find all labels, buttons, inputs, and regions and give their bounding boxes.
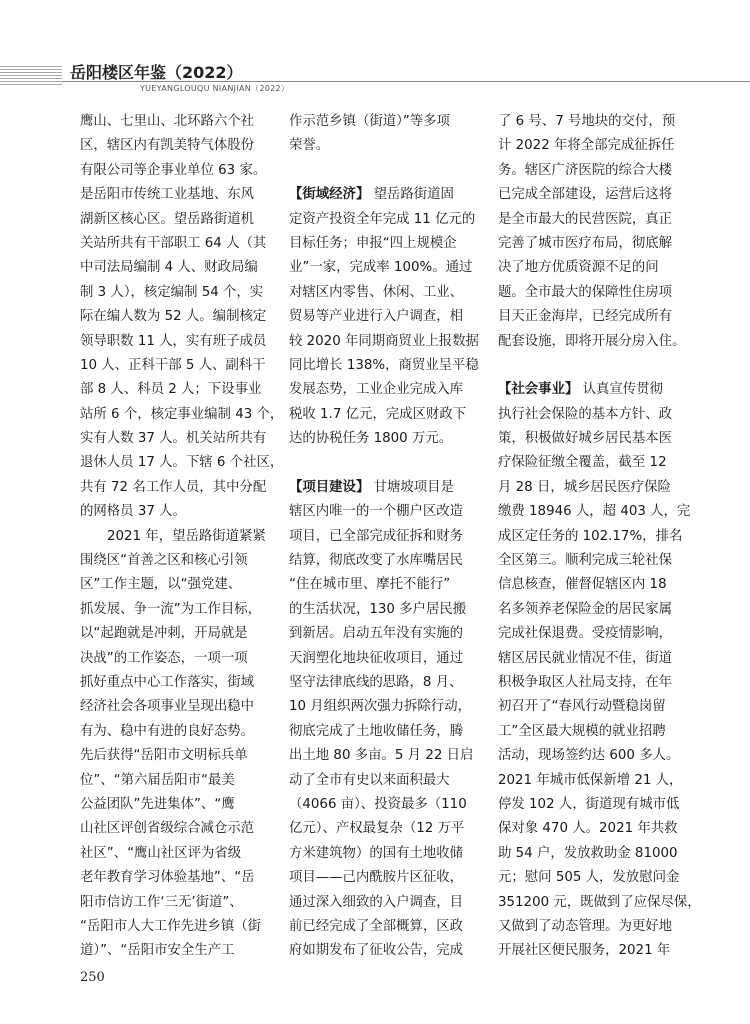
text-line: 同比增长 138%，商贸业呈平稳 <box>289 357 479 373</box>
text-line: 湖新区核心区。望岳路街道机 <box>80 211 255 227</box>
text-line: 中司法局编制 4 人、财政局编 <box>80 260 258 276</box>
text-line: 10 月组织两次强力拆除行动， <box>289 699 471 715</box>
text-line: 保对象 470 人。2021 年共救 <box>498 821 678 837</box>
running-header-title: 岳阳楼区年鉴（2022） <box>70 63 243 82</box>
text-line: 初召开了“春风行动暨稳岗留 <box>498 699 666 715</box>
text-line: 彻底完成了土地收储任务，腾 <box>289 723 464 739</box>
section-heading: 【社会事业】 <box>498 382 579 398</box>
text-line: 府如期发布了征收公告，完成 <box>289 943 464 959</box>
text-line: 亿元）、产权最复杂（12 万平 <box>289 821 465 837</box>
text-line: 位”、“第六届岳阳市“最美 <box>80 772 235 788</box>
text-line: “住在城市里、摩托不能行” <box>289 577 451 593</box>
paragraph-gap <box>498 354 692 378</box>
text-line: 鹰山、七里山、北环路六个社 <box>80 114 255 129</box>
text-line: 助 54 户，发放救助金 81000 <box>498 845 678 861</box>
text-line: 【街域经济】 望岳路街道固 <box>289 187 454 203</box>
text-column-3 <box>498 110 701 964</box>
text-line: 务。辖区广济医院的综合大楼 <box>498 162 673 178</box>
text-line: 开展社区便民服务，2021 年 <box>498 943 671 959</box>
text-line: 道）”、“岳阳市安全生产工 <box>80 943 235 959</box>
text-line: 全区第三。顺利完成三轮社保 <box>498 553 673 569</box>
text-line: 【社会事业】 认真宣传贯彻 <box>498 382 663 398</box>
text-line: 决战”的工作姿态，一项一项 <box>80 650 248 666</box>
text-line: 又做到了动态管理。为更好地 <box>498 918 673 934</box>
text-line: 业”一家，完成率 100%。通过 <box>289 260 473 276</box>
text-line: 老年教育学习体验基地”、“岳 <box>80 870 255 886</box>
text-line: 公益团队”先进集体”、“鹰 <box>80 796 235 812</box>
text-line: 是全市最大的民营医院，真正 <box>498 211 673 227</box>
page-number: 250 <box>80 970 105 985</box>
text-line: 站所 6 个，核定事业编制 43 个， <box>80 406 284 422</box>
text-line: 坚守法律底线的思路，8 月、 <box>289 674 463 690</box>
text-line: 策，积极做好城乡居民基本医 <box>498 431 673 447</box>
text-line: 前已经完成了全部概算，区政 <box>289 918 464 934</box>
text-line: 是岳阳市传统工业基地、东风 <box>80 187 255 203</box>
text-line: 信息核查，催督促辖区内 18 <box>498 577 667 593</box>
text-line: 月 28 日，城乡居民医疗保险 <box>498 479 671 495</box>
paragraph-gap <box>289 159 483 183</box>
text-line: 成区定任务的 102.17%，排名 <box>498 528 683 544</box>
text-line: 的网格员 37 人。 <box>80 504 186 520</box>
text-line: 2021 年，望岳路街道紧紧 <box>107 528 266 544</box>
text-line: 贸易等产业进行入户调查，相 <box>289 309 464 325</box>
text-line: 区，辖区内有凯美特气体股份 <box>80 138 255 154</box>
text-line: 辖区内唯一的一个棚户区改造 <box>289 504 464 520</box>
text-line: 荣誉。 <box>289 138 330 154</box>
text-line: 完成社保退费。受疫情影响， <box>498 626 673 642</box>
text-line: 对辖区内零售、休闲、工业、 <box>289 284 464 300</box>
text-line: 结算，彻底改变了水库嘴居民 <box>289 553 464 569</box>
text-line: 了 6 号、7 号地块的交付，预 <box>498 114 676 129</box>
text-line: 实有人数 37 人。机关站所共有 <box>80 431 267 447</box>
text-line: 税收 1.7 亿元，完成区财政下 <box>289 406 467 422</box>
text-line: 计 2022 年将全部完成征拆任 <box>498 138 675 154</box>
section-heading: 【街域经济】 <box>289 187 370 203</box>
header-stripes <box>0 66 62 86</box>
text-line: 的生活状况，130 多户居民搬 <box>289 601 467 617</box>
text-line: 抓好重点中心工作落实，街域 <box>80 674 255 690</box>
text-line: 经济社会各项事业呈现出稳中 <box>80 699 255 715</box>
text-line: 项目——己内酰胺片区征收， <box>289 870 464 886</box>
text-line: 通过深入细致的入户调查，目 <box>289 894 464 910</box>
text-line: 目标任务；申报“四上规模企 <box>289 235 457 251</box>
text-line: “岳阳市人大工作先进乡镇（街 <box>80 918 262 934</box>
text-line: 定资产投资全年完成 11 亿元的 <box>289 211 476 227</box>
text-line: 天润塑化地块征收项目，通过 <box>289 650 464 666</box>
text-line: 先后获得“岳阳市文明标兵单 <box>80 748 248 764</box>
text-line: 已完成全部建设，运营后这将 <box>498 187 673 203</box>
text-line: 制 3 人），核定编制 54 个，实 <box>80 284 264 300</box>
paragraph-gap <box>289 451 483 475</box>
text-line: 达的协税任务 1800 万元。 <box>289 431 453 447</box>
text-line: 活动，现场签约达 600 多人。 <box>498 748 680 764</box>
text-line: 工”全区最大规模的就业招聘 <box>498 723 666 739</box>
text-line: 退休人员 17 人。下辖 6 个社区， <box>80 455 284 471</box>
text-line: 决了地方优质资源不足的问 <box>498 260 659 276</box>
text-line: 作示范乡镇（街道）”等多项 <box>289 114 450 129</box>
text-column-2 <box>289 110 483 964</box>
running-header-subtitle: YUEYANGLOUQU NIANJIAN（2022） <box>140 84 290 93</box>
text-line: 社区”、“鹰山社区评为省级 <box>80 845 242 861</box>
text-line: 完善了城市医疗布局，彻底解 <box>498 235 673 251</box>
text-line: 元；慰问 505 人，发放慰问金 <box>498 870 680 886</box>
text-line: （4066 亩）、投资最多（110 <box>289 796 467 812</box>
text-column-1 <box>80 110 284 964</box>
text-line: 区”工作主题，以“强党建、 <box>80 577 242 593</box>
text-line: 执行社会保险的基本方针、政 <box>498 406 673 422</box>
text-line: 较 2020 年同期商贸业上报数据 <box>289 333 479 349</box>
text-line: 关站所共有干部职工 64 人（其 <box>80 235 267 251</box>
text-line: 缴费 18946 人，超 403 人，完 <box>498 504 691 520</box>
text-line: 疗保险征缴全覆盖，截至 12 <box>498 455 667 471</box>
text-line: 围绕区“首善之区和核心引领 <box>80 553 248 569</box>
section-heading: 【项目建设】 <box>289 479 370 495</box>
text-line: 发展态势，工业企业完成入库 <box>289 382 464 398</box>
text-line: 项目，已全部完成征拆和财务 <box>289 528 464 544</box>
text-line: 【项目建设】 甘塘坡项目是 <box>289 479 454 495</box>
text-line: 停发 102 人，街道现有城市低 <box>498 796 680 812</box>
text-line: 2021 年城市低保新增 21 人， <box>498 772 683 788</box>
text-line: 出土地 80 多亩。5 月 22 日启 <box>289 748 474 764</box>
text-line: 到新居。启动五年没有实施的 <box>289 626 464 642</box>
text-line: 辖区居民就业情况不佳，街道 <box>498 650 673 666</box>
text-line: 积极争取区人社局支持，在年 <box>498 674 673 690</box>
text-line: 阳市信访工作‘三无’街道”、 <box>80 894 243 910</box>
text-line: 名多领养老保险金的居民家属 <box>498 601 673 617</box>
text-line: 10 人、正科干部 5 人、副科干 <box>80 357 266 373</box>
text-line: 共有 72 名工作人员，其中分配 <box>80 479 267 495</box>
text-line: 动了全市有史以来面积最大 <box>289 772 450 788</box>
text-line: 351200 元，既做到了应保尽保， <box>498 894 701 910</box>
text-line: 有限公司等企事业单位 63 家。 <box>80 162 267 178</box>
text-line: 配套设施，即将开展分房入住。 <box>498 333 686 349</box>
text-line: 领导职数 11 人，实有班子成员 <box>80 333 267 349</box>
text-line: 有为、稳中有进的良好态势。 <box>80 723 255 739</box>
text-line: 山社区评创省级综合减仓示范 <box>80 821 255 837</box>
text-line: 以“起跑就是冲刺，开局就是 <box>80 626 248 642</box>
text-line: 部 8 人、科员 2 人；下设事业 <box>80 382 262 398</box>
text-line: 方米建筑物）的国有土地收储 <box>289 845 464 861</box>
text-line: 题。全市最大的保障性住房项 <box>498 284 673 300</box>
text-line: 抓发展、争一流”为工作目标， <box>80 601 262 617</box>
text-line: 目天正金海岸，已经完成所有 <box>498 309 673 325</box>
text-line: 际在编人数为 52 人。编制核定 <box>80 309 267 325</box>
